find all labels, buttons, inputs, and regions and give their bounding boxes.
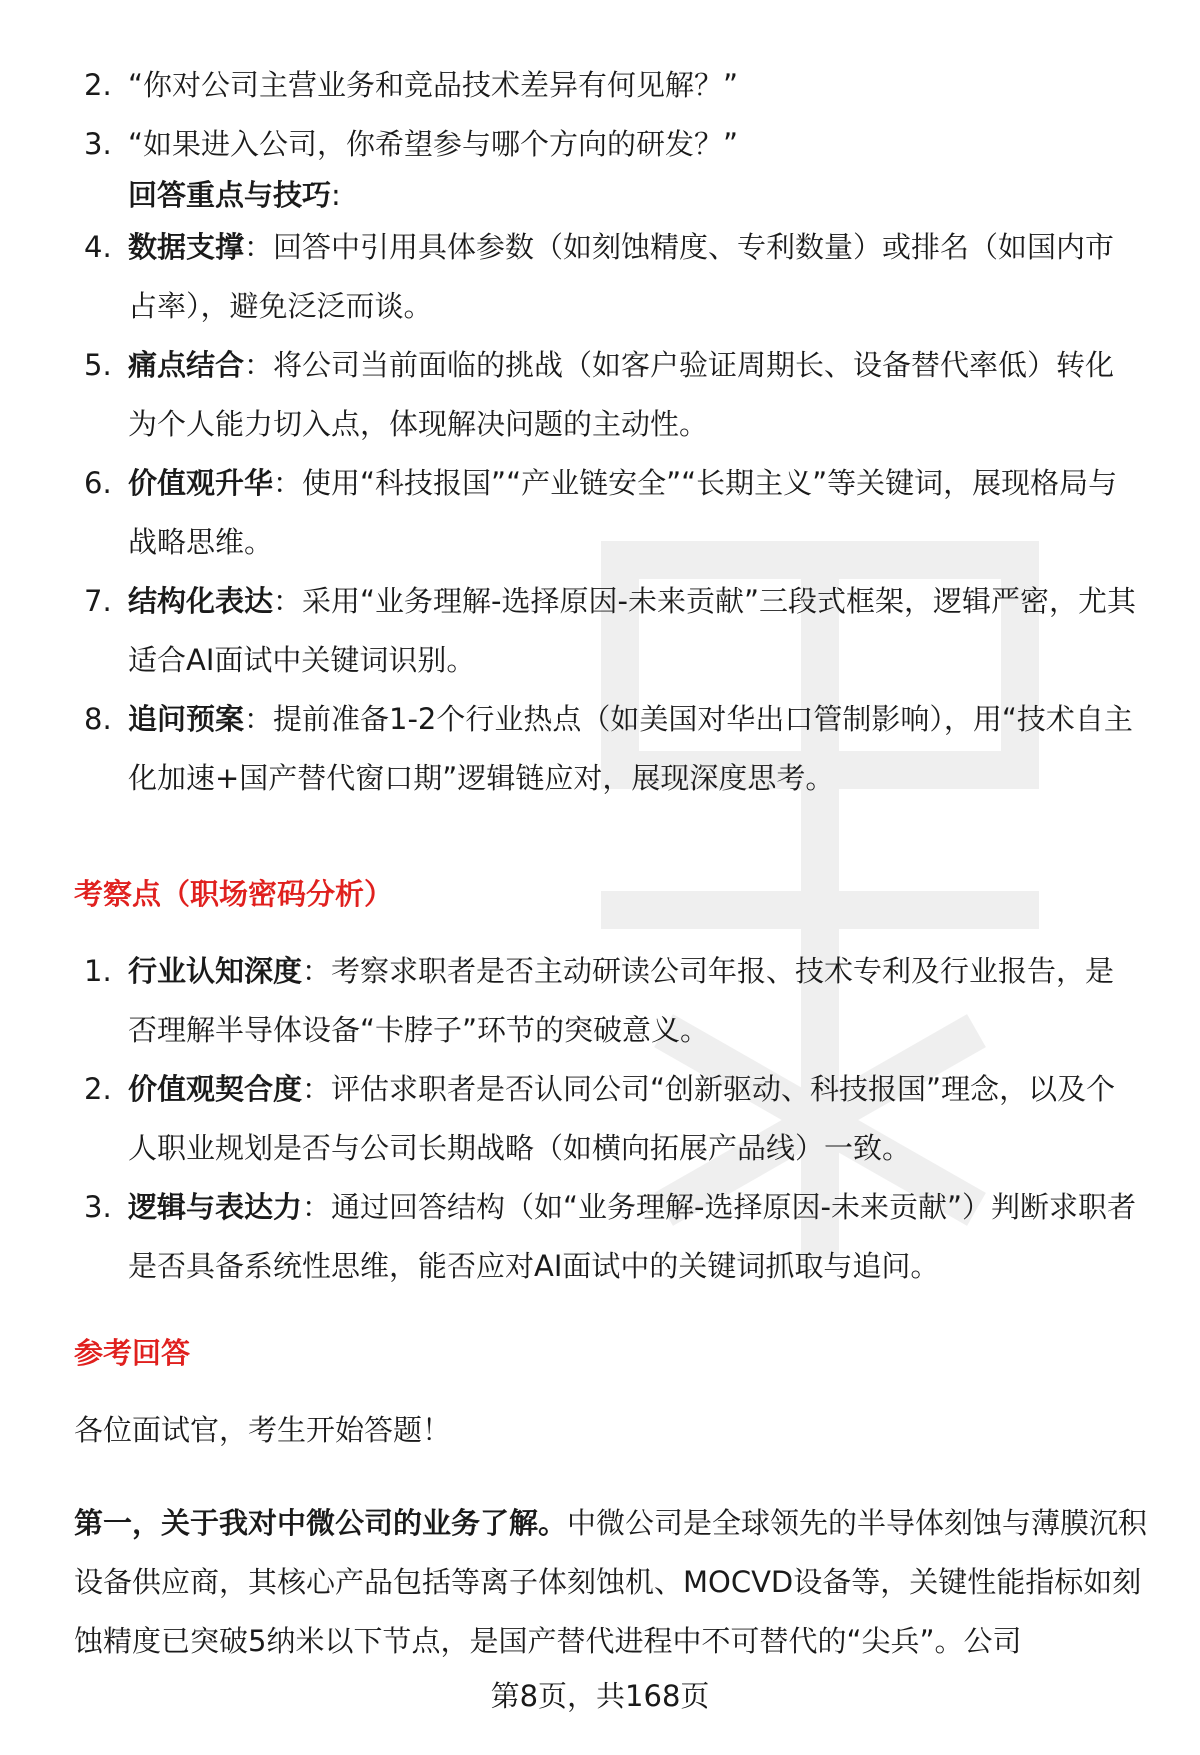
item-number: 3. <box>84 127 112 161</box>
section-title-answer: 参考回答 <box>74 1336 191 1370</box>
item-keyword: 行业认知深度 <box>128 954 303 988</box>
item-keyword: 价值观契合度 <box>128 1072 303 1106</box>
item-keyword: 结构化表达 <box>128 584 274 618</box>
answer-opening: 各位面试官，考生开始答题！ <box>74 1413 452 1447</box>
list-item <box>0 572 1200 690</box>
tips-heading-colon: : <box>331 178 341 212</box>
item-keyword: 追问预案 <box>128 702 245 736</box>
page-footer: 第8页，共168页 <box>490 1679 710 1713</box>
item-text: “如果进入公司，你希望参与哪个方向的研发？” <box>128 127 739 161</box>
tips-list <box>0 218 1200 808</box>
item-number: 1. <box>84 954 112 988</box>
question-list <box>0 56 1200 174</box>
tips-heading <box>128 166 341 225</box>
item-text: ：提前准备1-2个行业热点（如美国对华出口管制影响），用“技术自主化加速+国产替代窗口期”逻辑链应对，展现深度思考。 <box>128 702 1133 795</box>
list-item <box>0 218 1200 336</box>
item-keyword: 数据支撑 <box>128 230 245 264</box>
item-text: “你对公司主营业务和竞品技术差异有何见解？” <box>128 68 739 102</box>
item-keyword: 痛点结合 <box>128 348 245 382</box>
item-number: 8. <box>84 702 112 736</box>
item-number: 5. <box>84 348 112 382</box>
item-text: ：使用“科技报国”“产业链安全”“长期主义”等关键词，展现格局与战略思维。 <box>128 466 1118 559</box>
item-text: ：将公司当前面临的挑战（如客户验证周期长、设备替代率低）转化为个人能力切入点，体现解决问题的主动性。 <box>128 348 1115 441</box>
tips-heading-bold: 回答重点与技巧 <box>128 178 332 212</box>
item-keyword: 逻辑与表达力 <box>128 1190 303 1224</box>
item-keyword: 价值观升华 <box>128 466 274 500</box>
exam-points-list <box>0 942 1200 1296</box>
item-number: 3. <box>84 1190 112 1224</box>
list-item <box>0 56 1200 115</box>
item-text: ：回答中引用具体参数（如刻蚀精度、专利数量）或排名（如国内市占率），避免泛泛而谈。 <box>128 230 1115 323</box>
item-number: 4. <box>84 230 112 264</box>
section-title-exam: 考察点（职场密码分析） <box>74 877 394 911</box>
list-item <box>0 942 1200 1060</box>
list-item <box>0 454 1200 572</box>
list-item <box>0 1178 1200 1296</box>
answer-paragraph <box>74 1494 1154 1671</box>
answer-paragraph-text: 中微公司是全球领先的半导体刻蚀与薄膜沉积设备供应商，其核心产品包括等离子体刻蚀机、MOCVD设备等，关键性能指标如刻蚀精度已突破5纳米以下节点，是国产替代进程中不可替代的“尖兵”。公司 <box>74 1506 1148 1658</box>
item-number: 6. <box>84 466 112 500</box>
list-item <box>0 1060 1200 1178</box>
item-text: ：通过回答结构（如“业务理解-选择原因-未来贡献”）判断求职者是否具备系统性思维，能否应对AI面试中的关键词抓取与追问。 <box>128 1190 1136 1283</box>
item-text: ：考察求职者是否主动研读公司年报、技术专利及行业报告，是否理解半导体设备“卡脖子”环节的突破意义。 <box>128 954 1115 1047</box>
item-text: ：采用“业务理解-选择原因-未来贡献”三段式框架，逻辑严密，尤其适合AI面试中关键词识别。 <box>128 584 1136 677</box>
item-number: 2. <box>84 1072 112 1106</box>
item-number: 2. <box>84 68 112 102</box>
item-number: 7. <box>84 584 112 618</box>
list-item <box>0 336 1200 454</box>
list-item <box>0 690 1200 808</box>
item-text: ：评估求职者是否认同公司“创新驱动、科技报国”理念，以及个人职业规划是否与公司长期战略（如横向拓展产品线）一致。 <box>128 1072 1116 1165</box>
answer-paragraph-lead: 第一，关于我对中微公司的业务了解。 <box>74 1506 568 1540</box>
